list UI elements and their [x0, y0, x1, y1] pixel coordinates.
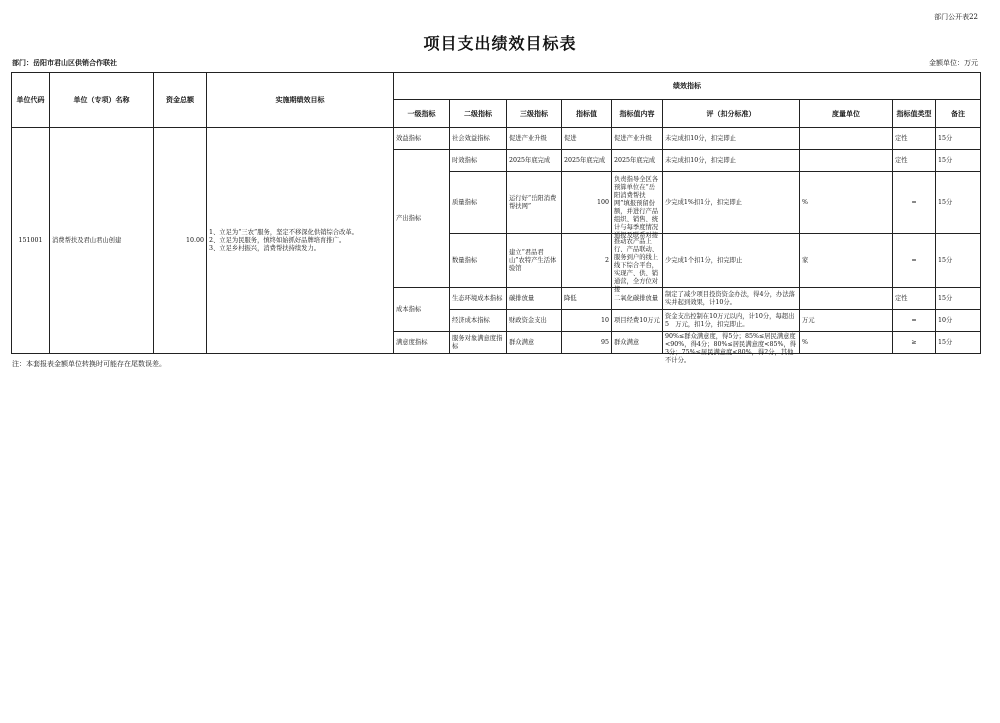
- header-goal: 实施期绩效目标: [207, 73, 394, 128]
- content-cell: 促进产业升级: [612, 128, 663, 150]
- header-level2: 二级指标: [450, 100, 507, 128]
- level3-cell: 建立“君品君山”农特产生活体验馆: [507, 234, 562, 288]
- type-cell: 定性: [893, 150, 936, 172]
- unit-cell: %: [800, 172, 893, 234]
- value-cell: 95: [562, 332, 612, 354]
- value-cell: 2025年底完成: [562, 150, 612, 172]
- group-output: 产出指标: [394, 150, 450, 288]
- group-satisfaction: 满意度指标: [394, 332, 450, 354]
- scoring-cell: [663, 288, 800, 310]
- header-value-type: 指标值类型: [893, 100, 936, 128]
- scoring-text: 资金支出控制在10万元以内，计10分，每超出5 万元，扣1分，扣完即止。: [665, 312, 795, 328]
- content-cell: 2025年底完成: [612, 150, 663, 172]
- remark-cell: 15分: [936, 234, 981, 288]
- unit-cell: 万元: [800, 310, 893, 332]
- scoring-cell: 少完成1个扣1分，扣完即止: [663, 234, 800, 288]
- level2-text: 服务对象满意度指标: [452, 334, 503, 350]
- content-cell: [612, 172, 663, 239]
- level2-cell: 质量指标: [450, 172, 507, 234]
- header-level1: 一级指标: [394, 100, 450, 128]
- content-cell: 项目经费10万元: [612, 310, 663, 332]
- level2-cell: 经济成本指标: [450, 310, 507, 332]
- page-title: 项目支出绩效目标表: [423, 34, 577, 53]
- header-scoring: 评（扣分标准）: [663, 100, 800, 128]
- level3-cell: 运行好“岳阳消费帮扶网”: [507, 172, 562, 234]
- level3-cell: 促进产业升级: [507, 128, 562, 150]
- project-amount: 10.00: [154, 128, 207, 354]
- header-measure-unit: 度量单位: [800, 100, 893, 128]
- remark-cell: 15分: [936, 172, 981, 234]
- type-cell: =: [893, 172, 936, 234]
- type-cell: ≥: [893, 332, 936, 354]
- header-remark: 备注: [936, 100, 981, 128]
- content-cell: 二氧化碳排放量: [612, 288, 663, 310]
- header-total-funds: 资金总额: [154, 73, 207, 128]
- unit-cell: [800, 128, 893, 150]
- remark-cell: 15分: [936, 150, 981, 172]
- level3-cell: 财政资金支出: [507, 310, 562, 332]
- remark-cell: 15分: [936, 128, 981, 150]
- header-unit-name: 单位（专项）名称: [50, 73, 154, 128]
- group-benefit: 效益指标: [394, 128, 450, 150]
- level2-cell: 时效指标: [450, 150, 507, 172]
- header-level3: 三级指标: [507, 100, 562, 128]
- value-cell: 100: [562, 172, 612, 234]
- type-cell: =: [893, 234, 936, 288]
- scoring-text: 制定了减少项目投资资金办法，得4分，办法落实并起到效果，计10分。: [665, 290, 795, 306]
- scoring-cell: 少完成1%扣1分，扣完即止: [663, 172, 800, 234]
- footnote: 注：本套报表金额单位转换时可能存在尾数误差。: [12, 360, 166, 368]
- currency-unit-label: 金额单位：万元: [929, 59, 978, 67]
- unit-cell: 家: [800, 234, 893, 288]
- level3-cell: 群众满意: [507, 332, 562, 354]
- project-name: 消费帮扶及君山君山创建: [50, 128, 154, 354]
- level2-cell: 数量指标: [450, 234, 507, 288]
- value-cell: 10: [562, 310, 612, 332]
- remark-cell: 15分: [936, 288, 981, 310]
- unit-cell: %: [800, 332, 893, 354]
- group-cost: 成本指标: [394, 288, 450, 332]
- content-cell: [612, 234, 663, 293]
- project-code: 151001: [12, 128, 50, 354]
- content-cell: 群众满意: [612, 332, 663, 354]
- level2-cell: 生态环境成本指标: [450, 288, 507, 310]
- value-cell: 促进: [562, 128, 612, 150]
- department-label: 部门：岳阳市君山区供销合作联社: [12, 58, 117, 67]
- header-unit-code: 单位代码: [12, 73, 50, 128]
- scoring-cell: 未完成扣10分，扣完即止: [663, 150, 800, 172]
- header-indicators: 绩效指标: [394, 73, 981, 100]
- scoring-cell: [663, 332, 800, 364]
- level3-cell: 碳排放量: [507, 288, 562, 310]
- project-goal: 1、立足为“三农”服务，坚定不移深化供销综合改革。 2、立足为民服务，慎终如始抓好品牌培育推广。 3、立足乡村振兴，消费帮扶持续发力。: [207, 128, 394, 354]
- level3-cell: 2025年底完成: [507, 150, 562, 172]
- content-text: 推动农产品上行、产品联动、服务到户的线上线下综合平台，实现产、供、销通营，全方位对接: [614, 237, 659, 293]
- level2-cell: [450, 332, 507, 354]
- unit-cell: [800, 288, 893, 310]
- value-cell: 2: [562, 234, 612, 288]
- scoring-cell: [663, 310, 800, 332]
- header-value: 指标值: [562, 100, 612, 128]
- header-value-content: 指标值内容: [612, 100, 663, 128]
- remark-cell: 10分: [936, 310, 981, 332]
- level2-cell: 社会效益指标: [450, 128, 507, 150]
- content-text: 负责指导全区各预算单位在“岳阳消费帮扶网”填报预留份额，并进行产品组织、销售、统计与每季度情况通报及联系对接: [614, 175, 659, 239]
- type-cell: 定性: [893, 288, 936, 310]
- table-row: [12, 128, 981, 150]
- page-number-label: 部门公开表22: [934, 13, 978, 21]
- value-cell: 降低: [562, 288, 612, 310]
- remark-cell: 15分: [936, 332, 981, 354]
- scoring-text: 90%≤群众满意度，得5分；85%≤居民满意度<90%，得4分；80%≤居民满意度<85%，得3分；75%≤居民满意度<80%，得2分，其他不计分。: [665, 332, 797, 364]
- unit-cell: [800, 150, 893, 172]
- type-cell: 定性: [893, 128, 936, 150]
- type-cell: =: [893, 310, 936, 332]
- scoring-cell: 未完成扣10分，扣完即止: [663, 128, 800, 150]
